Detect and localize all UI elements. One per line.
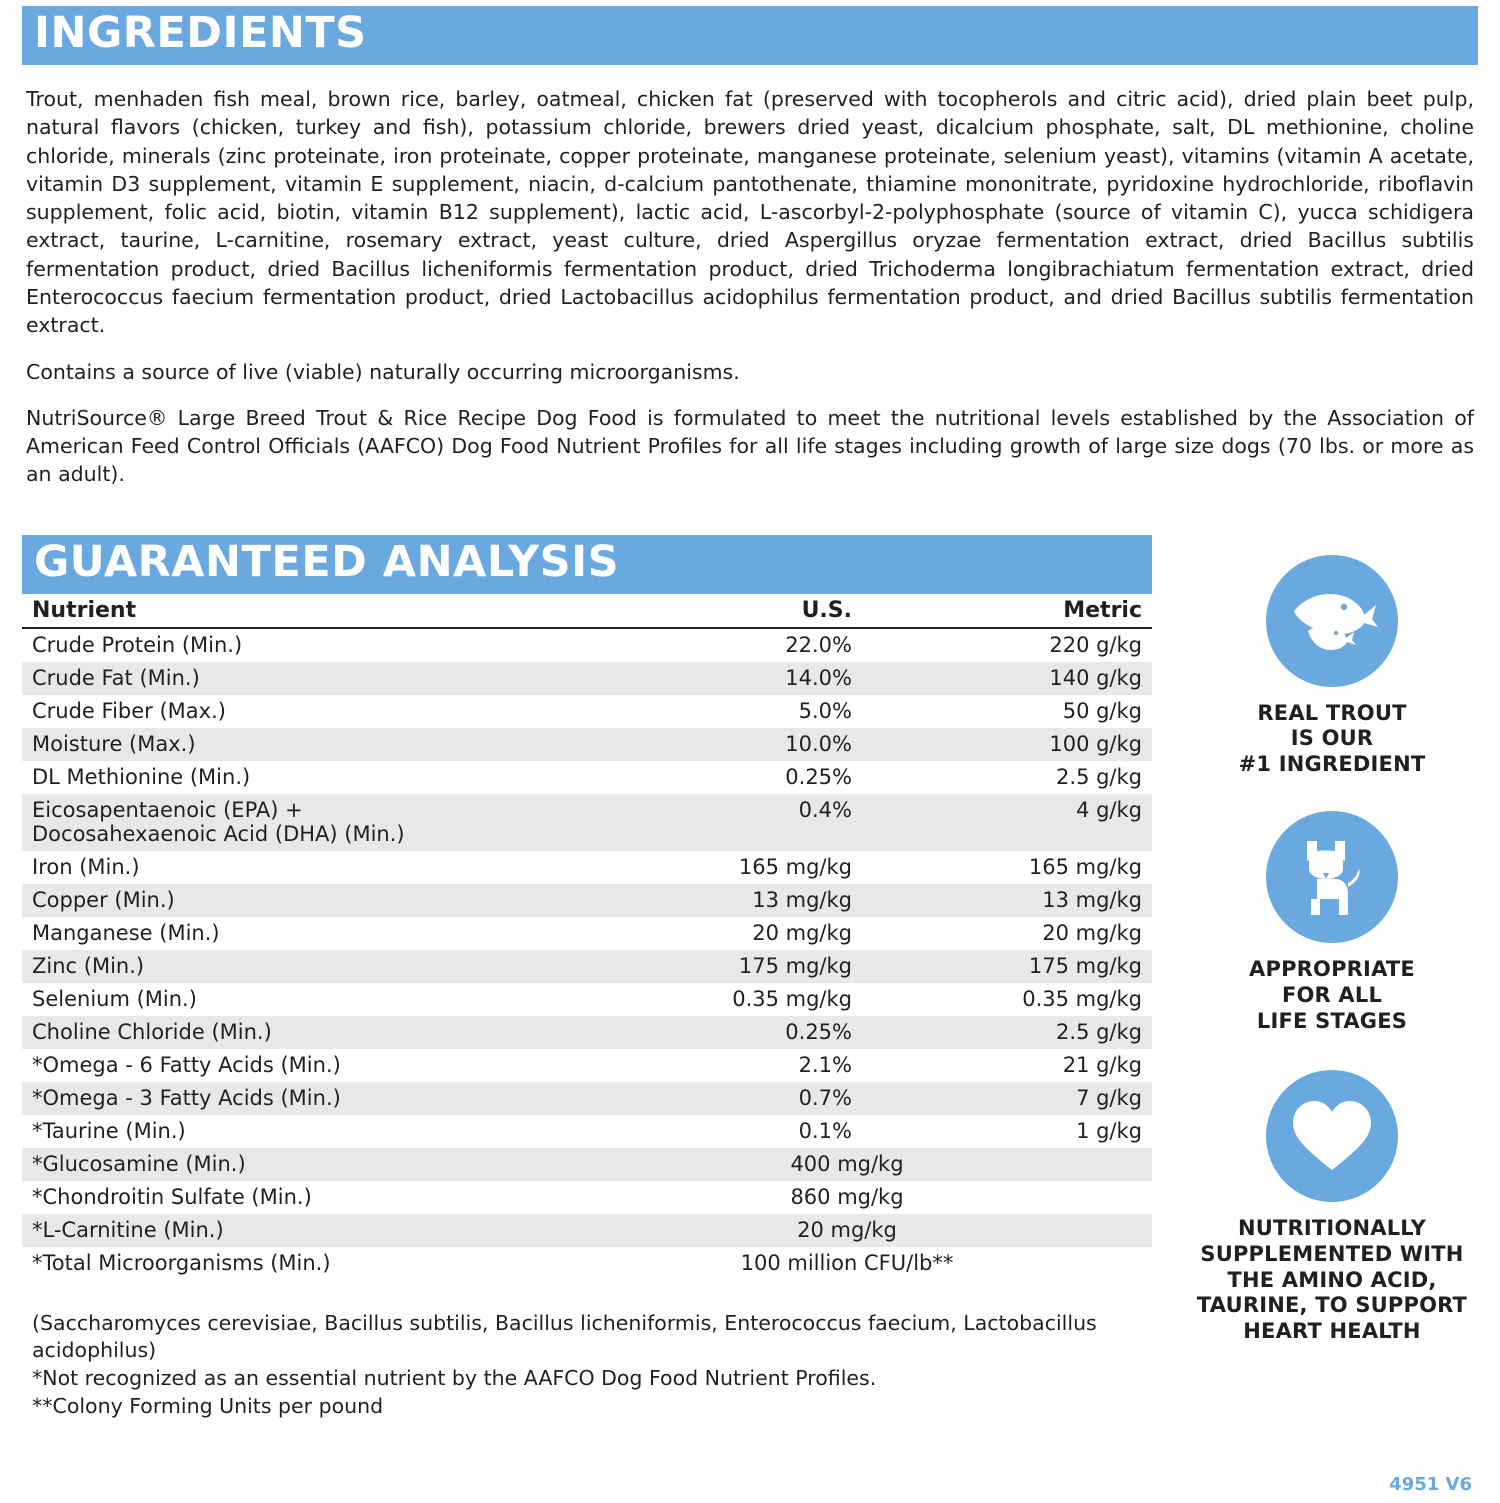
footnote-cfu: **Colony Forming Units per pound bbox=[32, 1394, 384, 1419]
table-row bbox=[22, 728, 1152, 761]
cell-us: 0.25% bbox=[542, 1016, 862, 1049]
heart-icon bbox=[1266, 1070, 1398, 1202]
table-row bbox=[22, 628, 1152, 662]
cell-us: 20 mg/kg bbox=[542, 917, 862, 950]
cell-value: 100 million CFU/lb** bbox=[542, 1247, 1152, 1280]
dog-icon bbox=[1266, 811, 1398, 943]
cell-nutrient: *L-Carnitine (Min.) bbox=[22, 1214, 542, 1247]
cell-metric: 13 mg/kg bbox=[862, 884, 1152, 917]
cell-metric: 140 g/kg bbox=[862, 662, 1152, 695]
cell-us: 0.25% bbox=[542, 761, 862, 794]
cell-us: 13 mg/kg bbox=[542, 884, 862, 917]
table-row bbox=[22, 695, 1152, 728]
table-row bbox=[22, 794, 1152, 851]
cell-metric: 175 mg/kg bbox=[862, 950, 1152, 983]
cell-us: 0.1% bbox=[542, 1115, 862, 1148]
cell-nutrient: *Chondroitin Sulfate (Min.) bbox=[22, 1181, 542, 1214]
cell-nutrient: Crude Protein (Min.) bbox=[22, 628, 542, 662]
footnote-organisms: (Saccharomyces cerevisiae, Bacillus subtilis, Bacillus licheniformis, Enterococcus faecium, Lactobacillus acidophilus) bbox=[32, 1310, 1097, 1362]
cell-metric: 20 mg/kg bbox=[862, 917, 1152, 950]
table-row bbox=[22, 1181, 1152, 1214]
cell-metric: 1 g/kg bbox=[862, 1115, 1152, 1148]
cell-nutrient: *Glucosamine (Min.) bbox=[22, 1148, 542, 1181]
cell-metric: 4 g/kg bbox=[862, 794, 1152, 851]
table-row bbox=[22, 884, 1152, 917]
cell-nutrient: Crude Fiber (Max.) bbox=[22, 695, 542, 728]
cell-nutrient: *Taurine (Min.) bbox=[22, 1115, 542, 1148]
cell-nutrient: Eicosapentaenoic (EPA) + Docosahexaenoic Acid (DHA) (Min.) bbox=[22, 794, 542, 851]
column-header-nutrient: Nutrient bbox=[22, 594, 542, 628]
cell-value: 860 mg/kg bbox=[542, 1181, 1152, 1214]
cell-us: 10.0% bbox=[542, 728, 862, 761]
table-header-row bbox=[22, 594, 1152, 628]
cell-nutrient: Manganese (Min.) bbox=[22, 917, 542, 950]
cell-value: 20 mg/kg bbox=[542, 1214, 1152, 1247]
cell-us: 0.4% bbox=[542, 794, 862, 851]
cell-metric: 2.5 g/kg bbox=[862, 761, 1152, 794]
cell-metric: 100 g/kg bbox=[862, 728, 1152, 761]
cell-metric: 21 g/kg bbox=[862, 1049, 1152, 1082]
table-row bbox=[22, 1016, 1152, 1049]
cell-metric: 220 g/kg bbox=[862, 628, 1152, 662]
cell-us: 14.0% bbox=[542, 662, 862, 695]
cell-nutrient: Moisture (Max.) bbox=[22, 728, 542, 761]
guaranteed-analysis-heading: GUARANTEED ANALYSIS bbox=[22, 535, 1152, 594]
badge-real-trout bbox=[1186, 555, 1478, 778]
ingredients-body bbox=[22, 85, 1478, 489]
footnote-asterisk: *Not recognized as an essential nutrient by the AAFCO Dog Food Nutrient Profiles. bbox=[32, 1366, 877, 1391]
table-row bbox=[22, 1115, 1152, 1148]
column-header-us: U.S. bbox=[542, 594, 862, 628]
guaranteed-analysis-column bbox=[22, 535, 1152, 1421]
fish-icon bbox=[1266, 555, 1398, 687]
table-row bbox=[22, 851, 1152, 884]
cell-nutrient: DL Methionine (Min.) bbox=[22, 761, 542, 794]
cell-us: 0.35 mg/kg bbox=[542, 983, 862, 1016]
table-row bbox=[22, 983, 1152, 1016]
cell-nutrient: Copper (Min.) bbox=[22, 884, 542, 917]
cell-us: 165 mg/kg bbox=[542, 851, 862, 884]
cell-us: 0.7% bbox=[542, 1082, 862, 1115]
cell-nutrient: Crude Fat (Min.) bbox=[22, 662, 542, 695]
table-body bbox=[22, 628, 1152, 1280]
table-row bbox=[22, 1082, 1152, 1115]
cell-nutrient: Choline Chloride (Min.) bbox=[22, 1016, 542, 1049]
cell-metric: 165 mg/kg bbox=[862, 851, 1152, 884]
cell-value: 400 mg/kg bbox=[542, 1148, 1152, 1181]
cell-nutrient: Zinc (Min.) bbox=[22, 950, 542, 983]
badge-heart-health bbox=[1186, 1070, 1478, 1344]
ingredients-heading: INGREDIENTS bbox=[22, 6, 1478, 65]
table-row bbox=[22, 662, 1152, 695]
cell-us: 5.0% bbox=[542, 695, 862, 728]
table-row bbox=[22, 950, 1152, 983]
microorganisms-note: Contains a source of live (viable) naturally occurring microorganisms. bbox=[26, 359, 740, 384]
guaranteed-analysis-table bbox=[22, 594, 1152, 1280]
cell-nutrient: *Omega - 6 Fatty Acids (Min.) bbox=[22, 1049, 542, 1082]
table-footnotes bbox=[22, 1310, 1152, 1420]
table-row bbox=[22, 1049, 1152, 1082]
cell-us: 22.0% bbox=[542, 628, 862, 662]
table-row bbox=[22, 1148, 1152, 1181]
cell-us: 2.1% bbox=[542, 1049, 862, 1082]
badge-column bbox=[1152, 535, 1478, 1421]
analysis-section bbox=[22, 535, 1478, 1421]
cell-nutrient: Selenium (Min.) bbox=[22, 983, 542, 1016]
column-header-metric: Metric bbox=[862, 594, 1152, 628]
table-row bbox=[22, 1247, 1152, 1280]
cell-metric: 0.35 mg/kg bbox=[862, 983, 1152, 1016]
badge-caption: REAL TROUT IS OUR #1 INGREDIENT bbox=[1238, 700, 1426, 776]
table-row bbox=[22, 917, 1152, 950]
badge-caption: NUTRITIONALLY SUPPLEMENTED WITH THE AMINO ACID, TAURINE, TO SUPPORT HEART HEALTH bbox=[1196, 1216, 1468, 1343]
table-row bbox=[22, 1214, 1152, 1247]
cell-nutrient: Iron (Min.) bbox=[22, 851, 542, 884]
document-code: 4951 V6 bbox=[1389, 1474, 1472, 1495]
badge-caption: APPROPRIATE FOR ALL LIFE STAGES bbox=[1249, 957, 1415, 1033]
cell-metric: 7 g/kg bbox=[862, 1082, 1152, 1115]
cell-us: 175 mg/kg bbox=[542, 950, 862, 983]
badge-life-stages bbox=[1186, 811, 1478, 1034]
product-label-page bbox=[0, 6, 1500, 1503]
cell-nutrient: *Total Microorganisms (Min.) bbox=[22, 1247, 542, 1280]
table-row bbox=[22, 761, 1152, 794]
cell-nutrient: *Omega - 3 Fatty Acids (Min.) bbox=[22, 1082, 542, 1115]
cell-metric: 50 g/kg bbox=[862, 695, 1152, 728]
ingredients-paragraph: Trout, menhaden fish meal, brown rice, barley, oatmeal, chicken fat (preserved with tocopherols and citric acid), dried plain beet pulp, natural flavors (chicken, turkey and fish), potassium chloride, brewers dried yeast, dicalcium phosphate, salt, DL methionine, choline chloride, minerals (zinc proteinate, iron proteinate, copper proteinate, manganese proteinate, selenium yeast), vitamins (vitamin A acetate, vitamin D3 supplement, vitamin E supplement, niacin, d-calcium pantothenate, thiamine mononitrate, pyridoxine hydrochloride, riboflavin supplement, folic acid, biotin, vitamin B12 supplement), lactic acid, L-ascorbyl-2-polyphosphate (source of vitamin C), yucca schidigera extract, taurine, L-carnitine, rosemary extract, yeast culture, dried Aspergillus oryzae fermentation extract, dried Bacillus subtilis fermentation product, dried Bacillus licheniformis fermentation product, dried Trichoderma longibrachiatum fermentation extract, dried Enterococcus faecium fermentation product, dried Lactobacillus acidophilus fermentation product, and dried Bacillus subtilis fermentation extract. bbox=[26, 87, 1474, 338]
cell-metric: 2.5 g/kg bbox=[862, 1016, 1152, 1049]
aafco-statement: NutriSource® Large Breed Trout & Rice Recipe Dog Food is formulated to meet the nutritional levels established by the Association of American Feed Control Officials (AAFCO) Dog Food Nutrient Profiles for all life stages including growth of large size dogs (70 lbs. or more as an adult). bbox=[26, 405, 1474, 487]
